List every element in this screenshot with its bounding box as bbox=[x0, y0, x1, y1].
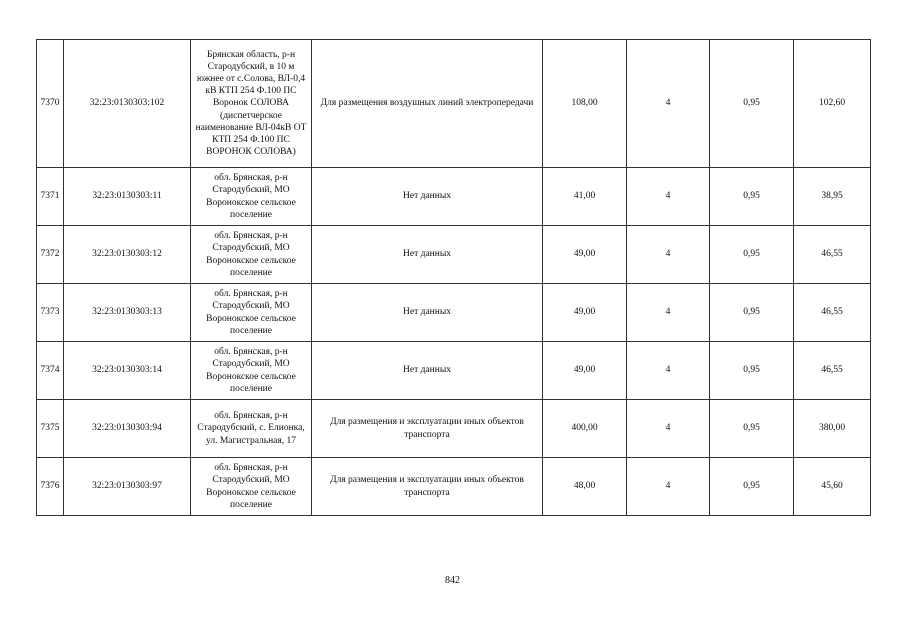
total-cell: 46,55 bbox=[794, 226, 871, 284]
factor-cell: 4 bbox=[627, 342, 710, 400]
coefficient-cell: 0,95 bbox=[710, 168, 794, 226]
address-cell: обл. Брянская, р-н Стародубский, МО Воронокское сельское поселение bbox=[191, 168, 312, 226]
permitted-use-cell: Нет данных bbox=[312, 226, 543, 284]
area-cell: 108,00 bbox=[543, 40, 627, 168]
row-number-cell: 7373 bbox=[37, 284, 64, 342]
table-row bbox=[37, 342, 871, 400]
coefficient-cell: 0,95 bbox=[710, 284, 794, 342]
coefficient-cell: 0,95 bbox=[710, 458, 794, 516]
total-cell: 102,60 bbox=[794, 40, 871, 168]
land-parcel-table bbox=[36, 39, 871, 516]
coefficient-cell: 0,95 bbox=[710, 400, 794, 458]
address-cell: обл. Брянская, р-н Стародубский, МО Воронокское сельское поселение bbox=[191, 458, 312, 516]
address-cell: обл. Брянская, р-н Стародубский, МО Воронокское сельское поселение bbox=[191, 284, 312, 342]
coefficient-cell: 0,95 bbox=[710, 226, 794, 284]
total-cell: 46,55 bbox=[794, 284, 871, 342]
row-number-cell: 7376 bbox=[37, 458, 64, 516]
cadastral-number-cell: 32:23:0130303:14 bbox=[64, 342, 191, 400]
factor-cell: 4 bbox=[627, 168, 710, 226]
factor-cell: 4 bbox=[627, 284, 710, 342]
cadastral-number-cell: 32:23:0130303:12 bbox=[64, 226, 191, 284]
area-cell: 400,00 bbox=[543, 400, 627, 458]
permitted-use-cell: Для размещения и эксплуатации иных объектов транспорта bbox=[312, 400, 543, 458]
cadastral-number-cell: 32:23:0130303:97 bbox=[64, 458, 191, 516]
cadastral-number-cell: 32:23:0130303:11 bbox=[64, 168, 191, 226]
table-row bbox=[37, 400, 871, 458]
factor-cell: 4 bbox=[627, 458, 710, 516]
factor-cell: 4 bbox=[627, 400, 710, 458]
cadastral-number-cell: 32:23:0130303:94 bbox=[64, 400, 191, 458]
area-cell: 48,00 bbox=[543, 458, 627, 516]
address-cell: обл. Брянская, р-н Стародубский, МО Воронокское сельское поселение bbox=[191, 342, 312, 400]
row-number-cell: 7371 bbox=[37, 168, 64, 226]
total-cell: 46,55 bbox=[794, 342, 871, 400]
factor-cell: 4 bbox=[627, 40, 710, 168]
area-cell: 49,00 bbox=[543, 226, 627, 284]
page-number: 842 bbox=[445, 575, 460, 586]
total-cell: 45,60 bbox=[794, 458, 871, 516]
table-row bbox=[37, 284, 871, 342]
total-cell: 38,95 bbox=[794, 168, 871, 226]
area-cell: 49,00 bbox=[543, 284, 627, 342]
table-row bbox=[37, 168, 871, 226]
cadastral-number-cell: 32:23:0130303:13 bbox=[64, 284, 191, 342]
row-number-cell: 7375 bbox=[37, 400, 64, 458]
table-row bbox=[37, 226, 871, 284]
table-row bbox=[37, 40, 871, 168]
coefficient-cell: 0,95 bbox=[710, 40, 794, 168]
permitted-use-cell: Для размещения воздушных линий электропередачи bbox=[312, 40, 543, 168]
permitted-use-cell: Нет данных bbox=[312, 342, 543, 400]
row-number-cell: 7372 bbox=[37, 226, 64, 284]
factor-cell: 4 bbox=[627, 226, 710, 284]
coefficient-cell: 0,95 bbox=[710, 342, 794, 400]
table-body bbox=[37, 40, 871, 516]
address-cell: обл. Брянская, р-н Стародубский, МО Воронокское сельское поселение bbox=[191, 226, 312, 284]
permitted-use-cell: Для размещения и эксплуатации иных объектов транспорта bbox=[312, 458, 543, 516]
address-cell: Брянская область, р-н Стародубский, в 10 м южнее от с.Солова, ВЛ-0,4 кВ КТП 254 Ф.100 ПС Воронок СОЛОВА (диспетчерское наименование ВЛ-04кВ ОТ КТП 254 Ф.100 ПС ВОРОНОК СОЛОВА) bbox=[191, 40, 312, 168]
row-number-cell: 7370 bbox=[37, 40, 64, 168]
row-number-cell: 7374 bbox=[37, 342, 64, 400]
area-cell: 41,00 bbox=[543, 168, 627, 226]
cadastral-number-cell: 32:23:0130303:102 bbox=[64, 40, 191, 168]
total-cell: 380,00 bbox=[794, 400, 871, 458]
table-row bbox=[37, 458, 871, 516]
permitted-use-cell: Нет данных bbox=[312, 284, 543, 342]
area-cell: 49,00 bbox=[543, 342, 627, 400]
address-cell: обл. Брянская, р-н Стародубский, с. Елионка, ул. Магистральная, 17 bbox=[191, 400, 312, 458]
permitted-use-cell: Нет данных bbox=[312, 168, 543, 226]
